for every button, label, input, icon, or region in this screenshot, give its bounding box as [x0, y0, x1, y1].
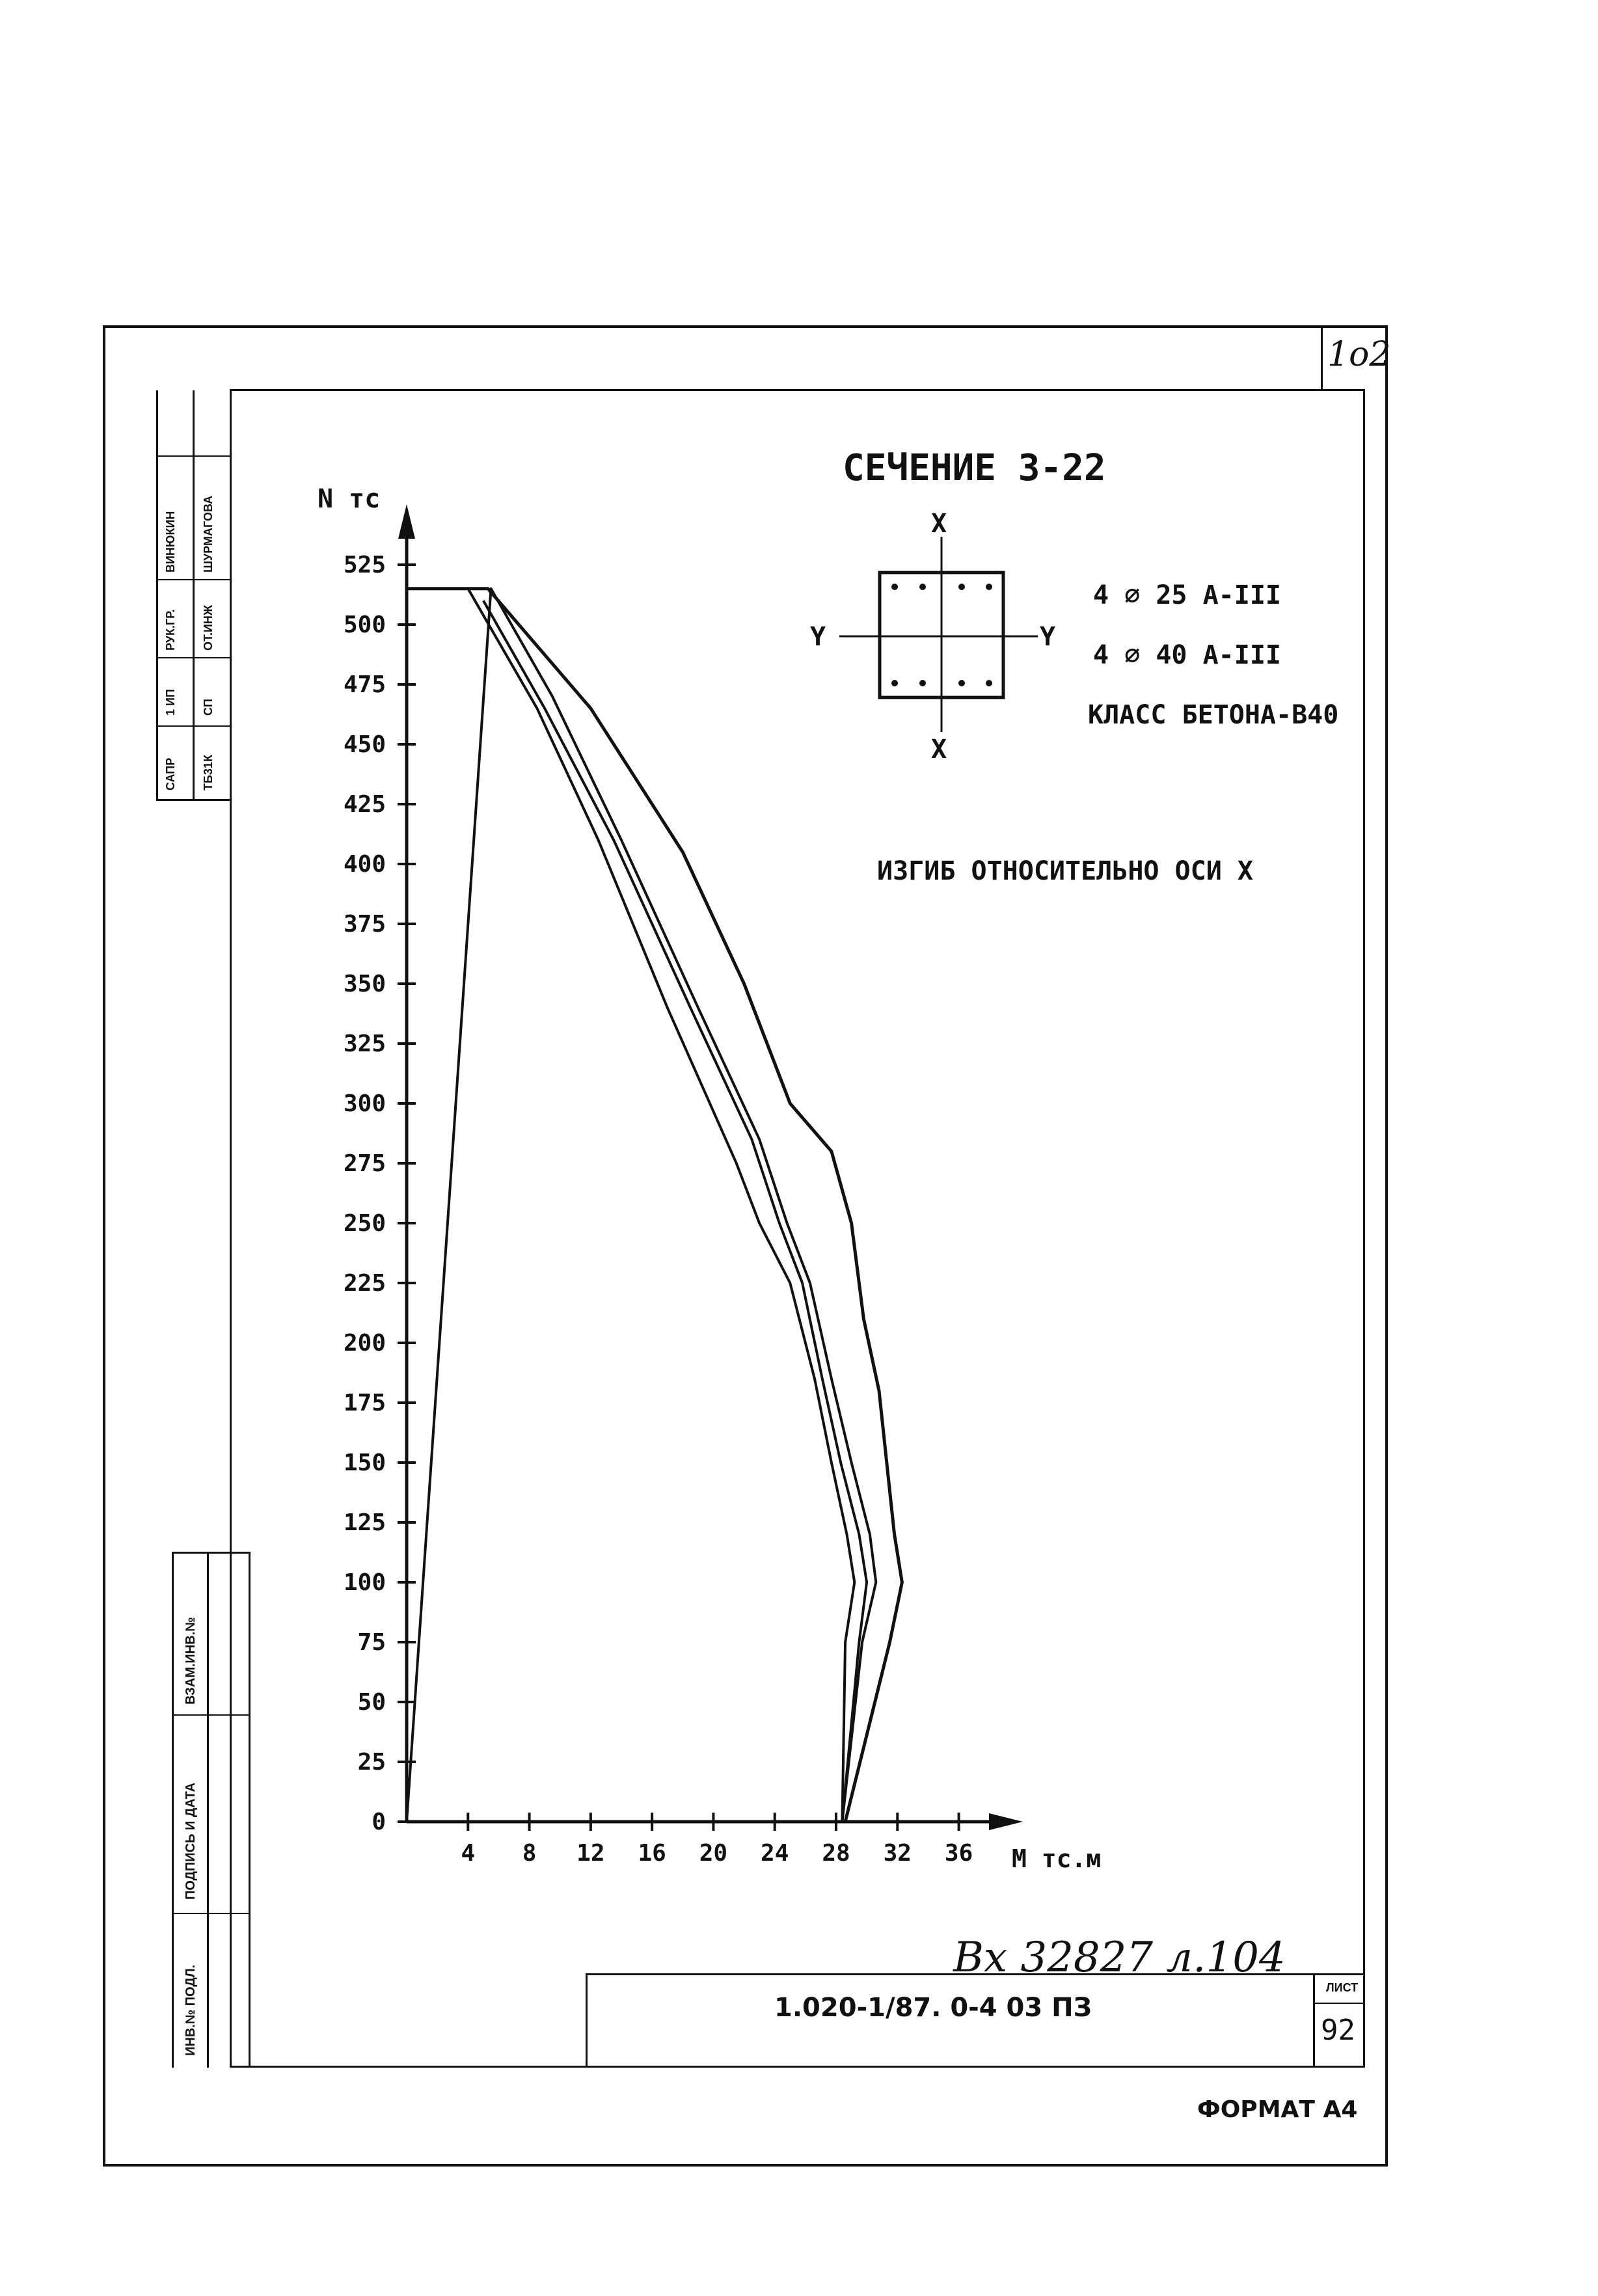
- handwritten-note: Вх 32827 л.104: [953, 1934, 1286, 1982]
- y-tick-label: 125: [343, 1509, 386, 1536]
- x-axis-arrow: [989, 1813, 1023, 1830]
- y-tick-label: 175: [343, 1390, 386, 1416]
- y-tick-label: 275: [343, 1150, 386, 1177]
- x-tick-label: 32: [883, 1840, 912, 1867]
- corner-number: 1o2: [1327, 335, 1391, 374]
- chart-axes: [398, 504, 1023, 1830]
- series-line-2: [407, 589, 876, 1822]
- stamp-top-cell-3: СП: [202, 699, 215, 716]
- y-tick-label: 500: [343, 612, 386, 638]
- x-tick-label: 8: [522, 1840, 537, 1867]
- concrete-class: КЛАСС БЕТОНА-В40: [1088, 700, 1339, 730]
- series-line-4: [468, 589, 854, 1822]
- x-axis-label: М тс.м: [1012, 1844, 1102, 1873]
- y-tick-label: 250: [343, 1210, 386, 1237]
- stamp-bot-cell-2: ВЗАМ.ИНВ.№: [183, 1617, 198, 1705]
- x-tick-label: 36: [944, 1840, 973, 1867]
- y-tick-label: 450: [343, 731, 386, 758]
- series-line-1: [407, 589, 902, 1822]
- sheet-number: 92: [1321, 2014, 1355, 2047]
- stamp-top-cell-0: САПР: [164, 757, 177, 790]
- series-group: [407, 589, 902, 1822]
- y-axis-label: N тс: [318, 484, 381, 514]
- y-tick-label: 50: [357, 1689, 386, 1716]
- bending-note: ИЗГИБ ОТНОСИТЕЛЬНО ОСИ Х: [877, 856, 1253, 886]
- y-tick-label: 525: [343, 552, 386, 578]
- x-tick-label: 4: [461, 1840, 476, 1867]
- y-tick-label: 475: [343, 671, 386, 698]
- y-tick-label: 225: [343, 1270, 386, 1297]
- y-tick-label: 150: [343, 1450, 386, 1476]
- y-tick-label: 300: [343, 1090, 386, 1117]
- y-tick-label: 0: [372, 1809, 386, 1835]
- series-line-3: [483, 601, 867, 1822]
- x-tick-label: 24: [761, 1840, 789, 1867]
- x-tick-label: 12: [576, 1840, 605, 1867]
- section-title: СЕЧЕНИЕ 3-22: [843, 447, 1106, 489]
- x-tick-label: 20: [699, 1840, 728, 1867]
- axis-y-left-label: Y: [810, 622, 826, 652]
- stamp-top-cell-5: ОТ.ИНЖ: [202, 604, 215, 651]
- y-tick-label: 200: [343, 1330, 386, 1357]
- y-tick-label: 25: [357, 1749, 386, 1776]
- y-tick-label: 375: [343, 911, 386, 938]
- y-tick-label: 325: [343, 1031, 386, 1057]
- y-tick-label: 425: [343, 791, 386, 818]
- cross-section-diagram: [839, 537, 1038, 732]
- y-ticks: [344, 552, 416, 1835]
- x-tick-label: 28: [822, 1840, 850, 1867]
- stamp-top-cell-1: ТБ31К: [202, 755, 215, 790]
- format-label: ФОРМАТ А4: [1197, 2096, 1358, 2123]
- y-tick-label: 400: [343, 851, 386, 878]
- axis-x-top-label: X: [931, 509, 947, 539]
- stamp-top-cell-2: 1 ИП: [164, 689, 177, 716]
- stamp-bot-cell-1: ПОДПИСЬ И ДАТА: [183, 1782, 198, 1900]
- rebar-line-1: 4 ∅ 25 А-III: [1093, 580, 1281, 610]
- stamp-top-cell-4: РУК.ГР.: [164, 609, 177, 651]
- doc-code: 1.020-1/87. 0-4 03 ПЗ: [774, 1993, 1092, 2023]
- y-tick-label: 100: [343, 1569, 386, 1596]
- stamp-bot-cell-0: ИНВ.№ ПОДЛ.: [183, 1964, 198, 2056]
- y-axis-arrow: [398, 504, 415, 539]
- sheet-label: ЛИСТ: [1326, 1981, 1359, 1994]
- axis-y-right-label: Y: [1040, 622, 1056, 652]
- y-tick-label: 75: [357, 1629, 386, 1656]
- axis-x-bottom-label: X: [931, 735, 947, 764]
- stamp-top-cell-6: ВИНЮКИН: [164, 511, 177, 573]
- stamp-top-cell-7: ШУРМАГОВА: [202, 495, 215, 573]
- rebar-line-2: 4 ∅ 40 А-III: [1093, 640, 1281, 670]
- y-tick-label: 350: [343, 971, 386, 997]
- x-tick-label: 16: [638, 1840, 666, 1867]
